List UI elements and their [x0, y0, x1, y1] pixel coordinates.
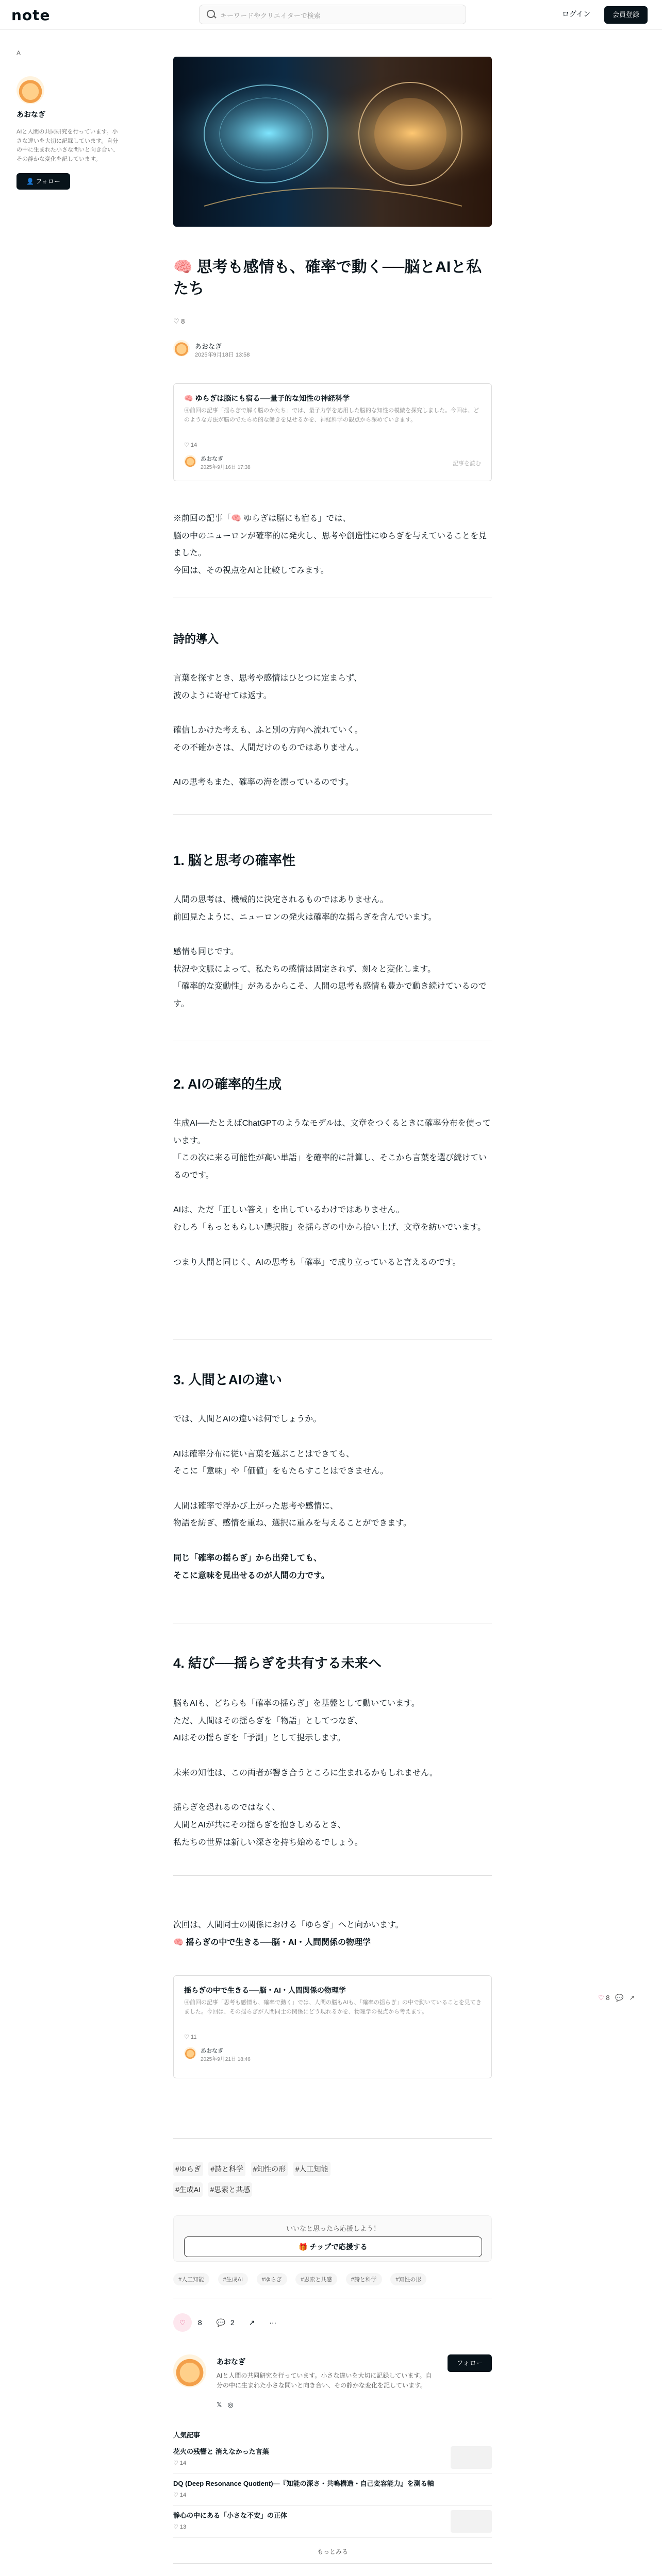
popular-likes: ♡ 14 — [173, 2492, 187, 2498]
body-line: 前回見たように、ニューロンの発火は確率的な揺らぎを含んでいます。 — [173, 912, 437, 922]
intro-line: 今回は、その視点をAIと比較してみます。 — [173, 566, 329, 575]
embed-title: 🧠 ゆらぎは脳にも宿る──量子的な知性の神経科学 — [184, 394, 350, 402]
comment-icon[interactable]: 💬 — [615, 1994, 624, 2002]
avatar — [184, 2047, 196, 2059]
intro-line: 脳の中のニューロンが確率的に発火し、思考や創造性にゆらぎを与えていることを見ました。 — [173, 531, 487, 558]
embed-read-more[interactable]: 記事を読む — [453, 461, 481, 467]
mini-tag-list — [173, 2273, 492, 2285]
share-icon[interactable]: ↗ — [629, 1994, 635, 2002]
popular-likes-value: 14 — [179, 2460, 187, 2466]
body-line: 私たちの世界は新しい深さを持ち始めるでしょう。 — [173, 1838, 363, 1847]
thumbnail — [451, 2446, 492, 2469]
poem-line: 波のように寄せては返す。 — [173, 691, 272, 700]
floating-action-bar — [598, 1994, 635, 2002]
body-line: AIは、ただ「正しい答え」を出しているわけではありません。 — [173, 1206, 405, 1215]
search-input[interactable] — [199, 5, 466, 24]
tip-label: チップで応援する — [309, 2243, 368, 2251]
next-article-note — [173, 1917, 492, 1951]
like-count[interactable]: ♡ 8 — [173, 317, 185, 325]
comment-icon[interactable]: 💬 — [216, 2318, 226, 2327]
section-2-body — [173, 1115, 492, 1271]
section-heading: 2. AIの確率的生成 — [173, 1076, 282, 1092]
body-line: 「確率的な変動性」があるからこそ、人間の思考も感情も豊かで動き続けているのです。 — [173, 982, 487, 1008]
hero-image — [173, 57, 492, 227]
prev-next-nav — [173, 2571, 492, 2576]
poem-line: 言葉を探すとき、思考や感情はひとつに定まらず、 — [173, 674, 362, 683]
embedded-article-card[interactable] — [173, 1975, 492, 2078]
body-line: 同じ「確率の揺らぎ」から出発しても、 — [173, 1553, 322, 1563]
tag[interactable]: #思索と共感 — [295, 2273, 337, 2285]
support-box — [173, 2215, 492, 2262]
brain-ai-illustration — [173, 57, 492, 227]
body-line: 生成AI──たとえばChatGPTのようなモデルは、文章をつくるときに確率分布を使っています。 — [173, 1119, 491, 1145]
poem-line: その不確かさは、人間だけのものではありません。 — [173, 743, 363, 752]
avatar — [184, 455, 196, 467]
comment-count: 2 — [230, 2318, 235, 2327]
section-3-body — [173, 1411, 492, 1584]
body-line: AIは確率分布に従い言葉を選ぶことはできても、 — [173, 1449, 355, 1459]
more-icon[interactable]: ··· — [269, 2318, 277, 2327]
body-line: つまり人間と同じく、AIの思考も「確率」で成り立っていると言えるのです。 — [173, 1258, 461, 1267]
poem-line: AIの思考もまた、確率の海を漂っているのです。 — [173, 778, 354, 787]
avatar[interactable] — [16, 76, 44, 104]
divider — [173, 1875, 492, 1876]
tag[interactable]: #人工知能 — [173, 2273, 209, 2285]
header — [0, 0, 662, 30]
like-count: 8 — [197, 2318, 202, 2327]
float-like-count: 8 — [606, 1994, 610, 2002]
body-line: 物語を紡ぎ、感情を重ね、選択に重みを与えることができます。 — [173, 1519, 412, 1528]
popular-likes-value: 13 — [179, 2524, 187, 2530]
popular-likes: ♡ 13 — [173, 2524, 187, 2530]
action-bar — [173, 2313, 492, 2334]
avatar[interactable] — [173, 2354, 206, 2387]
list-item[interactable] — [173, 2506, 492, 2538]
body-line: そこに意味を見出せるのが人間の力です。 — [173, 1571, 329, 1580]
profile-name[interactable]: あおなぎ — [217, 2358, 245, 2366]
tag[interactable]: #知性の形 — [390, 2273, 426, 2285]
follow-button[interactable]: 👤 フォロー — [16, 173, 70, 190]
signup-button[interactable]: 会員登録 — [604, 6, 648, 24]
intro-paragraph — [173, 510, 492, 579]
body-line: AIはその揺らぎを「予測」として提示します。 — [173, 1734, 345, 1743]
like-count-value: 8 — [181, 317, 185, 325]
body-line: ただ、人間はその揺らぎを「物語」としてつなぎ、 — [173, 1716, 363, 1725]
search-placeholder: キーワードやクリエイターで検索 — [220, 12, 321, 20]
tag-list — [173, 2162, 492, 2203]
follow-button[interactable]: フォロー — [448, 2354, 492, 2372]
body-line: 未来の知性は、この両者が響き合うところに生まれるかもしれません。 — [173, 1768, 438, 1777]
divider — [173, 814, 492, 815]
author-profile — [173, 2354, 492, 2416]
tag[interactable]: #生成AI — [218, 2273, 249, 2285]
popular-likes-value: 14 — [179, 2492, 187, 2498]
author-name[interactable]: あおなぎ — [195, 343, 222, 350]
body-line: 状況や文脈によって、私たちの感情は固定されず、刻々と変化します。 — [173, 964, 436, 974]
body-line: 揺らぎを恐れるのではなく、 — [173, 1803, 280, 1812]
body-line: 人間は確率で浮かび上がった思考や感情に、 — [173, 1501, 339, 1511]
divider — [173, 2138, 492, 2139]
tag[interactable]: #生成AI — [173, 2182, 203, 2197]
list-item[interactable] — [173, 2442, 492, 2474]
section-4-body — [173, 1695, 492, 1851]
section-1-body — [173, 891, 492, 1013]
sidebar — [16, 49, 125, 185]
embed-likes: ♡ 14 — [184, 442, 197, 448]
rss-icon[interactable]: ◎ — [227, 2401, 234, 2409]
sidebar-bio: AIと人間の共同研究を行っています。小さな違いを大切に記録しています。自分の中に生まれた小さな問いと向き合い、その静かな変化を記しています。 — [16, 129, 119, 162]
social-icons — [217, 2401, 234, 2409]
body-line: 次回は、人間同士の関係における「ゆらぎ」へと向かいます。 — [173, 1921, 404, 1929]
poem-paragraph — [173, 670, 492, 791]
section-heading: 3. 人間とAIの違い — [173, 1372, 282, 1387]
body-line: 人間とAIが共にその揺らぎを抱きしめるとき、 — [173, 1820, 346, 1829]
tag[interactable]: #知性の形 — [251, 2162, 288, 2176]
body-line: 「この次に来る可能性が高い単語」を確率的に計算し、そこから言葉を選び続けているのです。 — [173, 1154, 487, 1180]
body-line: 人間の思考は、機械的に決定されるものではありません。 — [173, 895, 388, 904]
embedded-article-card[interactable] — [173, 383, 492, 481]
thumbnail — [451, 2510, 492, 2533]
popular-label: 人気記事 — [173, 2431, 201, 2439]
share-icon[interactable]: ↗ — [249, 2318, 255, 2327]
embed-date: 2025年9月16日 17:38 — [201, 465, 251, 470]
embed-likes: ♡ 11 — [184, 2034, 197, 2040]
body-line: では、人間とAIの違いは何でしょうか。 — [173, 1415, 322, 1423]
embed-date: 2025年9月21日 18:46 — [201, 2057, 251, 2062]
tag[interactable]: #ゆらぎ — [173, 2162, 203, 2176]
tip-button[interactable]: 🎁 チップで応援する — [184, 2236, 482, 2257]
embed-excerpt: ④前回の記事「思考も感情も、確率で動く」では、人間の脳もAIも、「確率の揺らぎ」の中で動いていることを見てきました。今回は、その揺らぎが人間同士の関係にどう現れるかを、物理学の視点から考えます。 — [184, 1999, 482, 2015]
popular-title: 花火の残響と 消えなかった言葉 — [173, 2448, 269, 2455]
sidebar-author-name[interactable]: あおなぎ — [16, 110, 45, 118]
body-line: そこに「意味」や「価値」をもたらすことはできません。 — [173, 1467, 388, 1476]
more-link[interactable]: もっとみる — [317, 2548, 348, 2555]
profile-bio: AIと人間の共同研究を行っています。小さな違いを大切に記録しています。自分の中に生まれた小さな問いと向き合い、その静かな変化を記しています。 — [217, 2372, 432, 2389]
embed-likes-value: 11 — [190, 2034, 197, 2040]
heart-icon[interactable]: ♡ — [598, 1994, 604, 2002]
section-heading: 1. 脳と思考の確率性 — [173, 853, 295, 868]
follow-label: フォロー — [36, 178, 60, 185]
tag[interactable]: #ゆらぎ — [257, 2273, 287, 2285]
heart-icon[interactable]: ♡ — [173, 2313, 192, 2332]
popular-title: DQ (Deep Resonance Quotient)—『知能の深さ・共鳴構造・自己変容能力』を測る軸 — [173, 2480, 434, 2487]
login-link[interactable]: ログイン — [562, 10, 591, 18]
tag[interactable]: #人工知能 — [293, 2162, 330, 2176]
popular-likes: ♡ 14 — [173, 2460, 187, 2466]
article-title: 🧠 思考も感情も、確率で動く──脳とAIと私たち — [173, 259, 482, 297]
embed-likes-value: 14 — [190, 442, 197, 448]
support-question: いいなと思ったら応援しよう！ — [286, 2225, 380, 2232]
divider — [173, 2563, 492, 2564]
embed-excerpt: ④前回の記事「揺らぎで解く脳のかたち」では、量子力学を応用した脳的な知性の模倣を探究しました。今回は、どのような方法が脳のでたらめ的な働きを見せるかを、神経科学の観点から深めていきます。 — [184, 408, 479, 423]
popular-title: 静心の中にある「小さな不安」の正体 — [173, 2512, 288, 2519]
avatar[interactable] — [173, 340, 190, 357]
intro-line: ※前回の記事「🧠 ゆらぎは脳にも宿る」では、 — [173, 514, 351, 523]
list-item[interactable] — [173, 2474, 492, 2506]
publish-date: 2025年9月18日 13:58 — [195, 352, 250, 358]
embed-author: あおなぎ — [201, 456, 223, 462]
x-icon[interactable]: 𝕏 — [217, 2401, 222, 2409]
sidebar-label: A — [16, 49, 21, 57]
section-heading: 詩的導入 — [173, 633, 219, 646]
note-logo[interactable]: note — [11, 7, 51, 24]
embed-author: あおなぎ — [201, 2048, 223, 2054]
section-heading: 4. 結び──揺らぎを共有する未来へ — [173, 1655, 382, 1671]
body-line: むしろ「もっともらしい選択肢」を揺らぎの中から拾い上げ、文章を紡いでいます。 — [173, 1223, 486, 1232]
poem-line: 確信しかけた考えも、ふと別の方向へ流れていく。 — [173, 726, 363, 735]
next-article-link[interactable]: 🧠 揺らぎの中で生きる──脳・AI・人間関係の物理学 — [173, 1938, 371, 1947]
tag[interactable]: #思索と共感 — [208, 2182, 252, 2197]
body-line: 脳もAIも、どちらも「確率の揺らぎ」を基盤として動いています。 — [173, 1699, 420, 1708]
body-line: 感情も同じです。 — [173, 947, 239, 957]
tag[interactable]: #詩と科学 — [346, 2273, 382, 2285]
tag[interactable]: #詩と科学 — [208, 2162, 245, 2176]
embed-title: 揺らぎの中で生きる──脳・AI・人間関係の物理学 — [184, 1986, 346, 1994]
search-icon — [207, 10, 215, 18]
